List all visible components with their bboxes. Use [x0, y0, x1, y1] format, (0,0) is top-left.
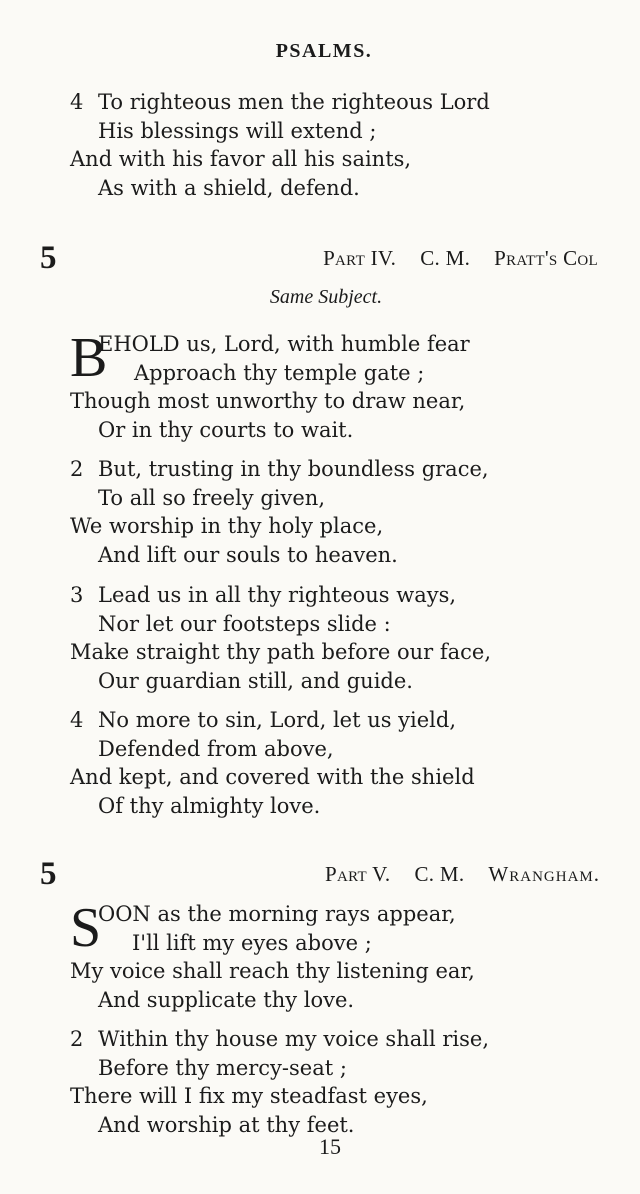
verse-line: My voice shall reach thy listening ear, — [70, 959, 475, 983]
hymn-number: 5 — [40, 856, 57, 892]
verse-line: And kept, and covered with the shield — [70, 765, 475, 789]
hymn-meter: C. M. — [414, 862, 465, 886]
verse-line: Defended from above, — [98, 736, 334, 761]
verse-line: Our guardian still, and guide. — [98, 668, 413, 693]
verse-1 — [70, 897, 630, 1014]
verse-line: And lift our souls to heaven. — [98, 542, 398, 567]
verse-line: Make straight thy path before our face, — [70, 640, 491, 664]
verse-line: 2 But, trusting in thy boundless grace, — [70, 455, 630, 484]
verse-line: Approach thy temple gate ; — [134, 360, 425, 385]
verse-line: His blessings will extend ; — [98, 118, 377, 143]
drop-cap: B — [70, 327, 108, 389]
hymn-part: Part V. — [325, 862, 391, 886]
verse-line: Though most unworthy to draw near, — [70, 389, 466, 413]
verse-3 — [70, 581, 630, 695]
verse-line: 2 Within thy house my voice shall rise, — [70, 1025, 630, 1054]
verse-line: 4 To righteous men the righteous Lord — [70, 88, 630, 117]
verse-2 — [70, 455, 630, 569]
verse-number: 2 — [70, 1027, 84, 1051]
verse-line: Or in thy courts to wait. — [98, 417, 354, 442]
verse-line: S OON as the morning rays appear, — [70, 897, 456, 959]
hymn-meta — [325, 862, 600, 887]
verse-line: B EHOLD us, Lord, with humble fear — [70, 327, 470, 389]
running-head: PSALMS. — [275, 40, 373, 62]
drop-cap: S — [70, 897, 102, 959]
verse-line: Of thy almighty love. — [98, 793, 321, 818]
hymn-author: Wrangham. — [488, 862, 600, 886]
verse-1 — [70, 327, 630, 444]
verse-number: 4 — [70, 90, 84, 114]
verse-line: As with a shield, defend. — [98, 175, 360, 200]
hymn-header — [40, 240, 640, 276]
continuation-verse — [70, 88, 630, 202]
verse-line: I'll lift my eyes above ; — [132, 930, 372, 955]
verse-line: We worship in thy holy place, — [70, 514, 384, 538]
hymn-meter: C. M. — [420, 246, 471, 270]
verse-line: Before thy mercy-seat ; — [98, 1055, 347, 1080]
verse-line: 4 No more to sin, Lord, let us yield, — [70, 706, 630, 735]
verse-2 — [70, 1025, 630, 1139]
page-number: 15 — [319, 1134, 341, 1159]
hymn-subtitle: Same Subject. — [269, 286, 383, 308]
verse-line: And worship at thy feet. — [98, 1112, 355, 1137]
verse-number: 2 — [70, 457, 84, 481]
verse-4 — [70, 706, 630, 820]
verse-line: And with his favor all his saints, — [70, 147, 412, 171]
verse-line: There will I fix my steadfast eyes, — [70, 1084, 428, 1108]
verse-line: 3 Lead us in all thy righteous ways, — [70, 581, 630, 610]
hymn-header — [40, 856, 640, 892]
hymn-meta — [323, 246, 598, 271]
verse-number: 4 — [70, 708, 84, 732]
hymn-part: Part IV. — [323, 246, 397, 270]
verse-line: And supplicate thy love. — [98, 987, 355, 1012]
verse-line: To all so freely given, — [98, 485, 325, 510]
verse-line: Nor let our footsteps slide : — [98, 611, 391, 636]
hymn-number: 5 — [40, 240, 57, 276]
verse-number: 3 — [70, 583, 84, 607]
hymn-author: Pratt's Col — [494, 246, 598, 270]
